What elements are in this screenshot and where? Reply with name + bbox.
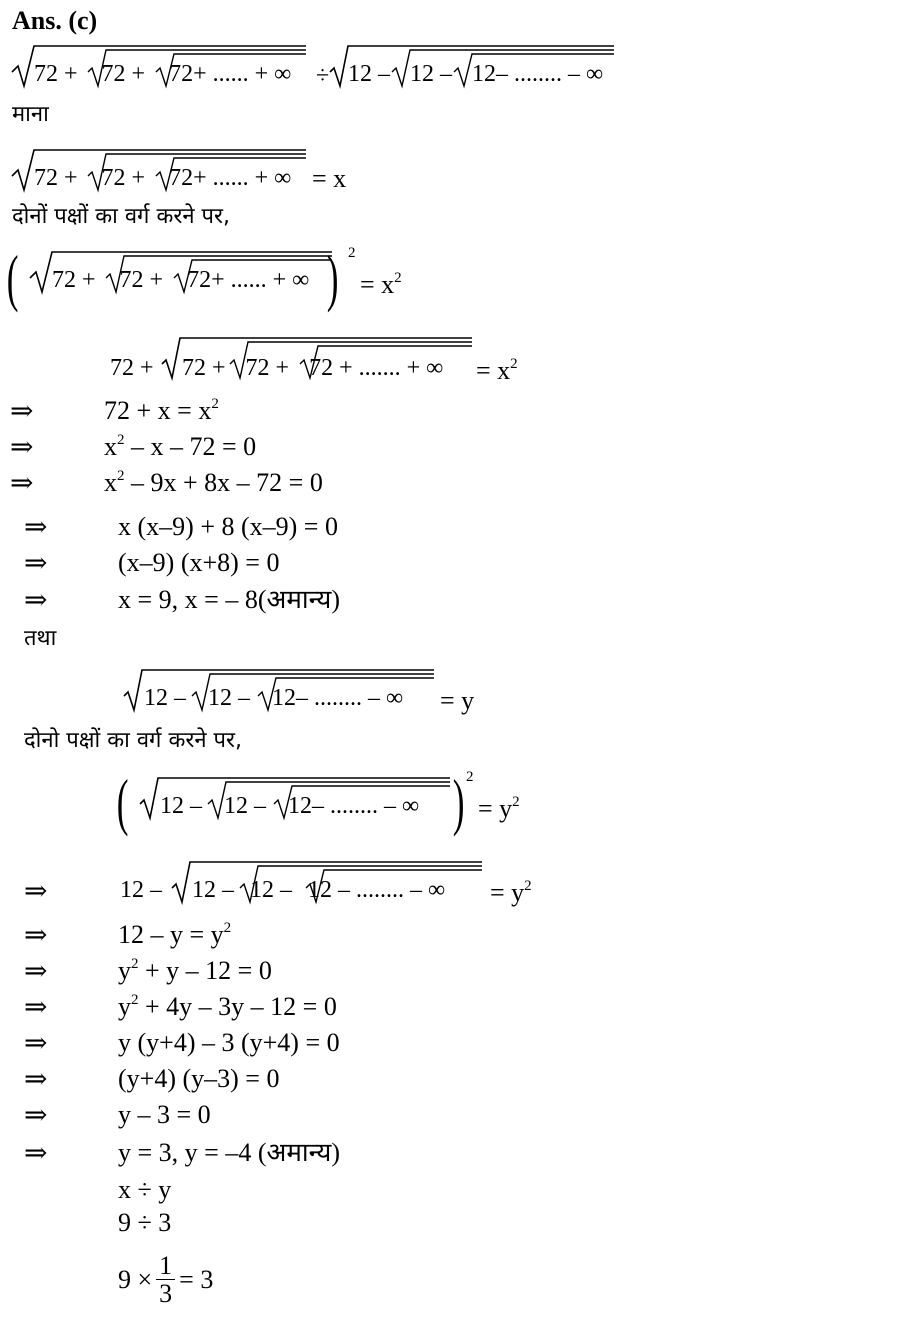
square-exp-1: 2 <box>348 245 356 261</box>
lead-72: 72 + <box>110 355 154 381</box>
x-step-5: (x–9) (x+8) = 0 <box>118 548 280 577</box>
right-paren-2: ) <box>452 766 465 837</box>
radical-12-expr-d: 12 – 12 – 12 – ........ – ∞ <box>192 877 446 903</box>
squaring-text-2: दोनो पक्षों का वर्ग करने पर, <box>24 728 243 753</box>
radical-12-expr-b: 12 – 12 – 12– ........ – ∞ <box>144 685 404 711</box>
implies-14: ⇒ <box>24 1138 48 1169</box>
fraction-one-third: $\frac{1}{3}$ <box>156 1252 175 1308</box>
x-step-2: $x^2 - x - 72 = 0$ <box>104 432 257 461</box>
left-paren-2: ( <box>116 766 129 837</box>
radical-72-expr: 72 + 72 + 72+ ...... + ∞ <box>34 165 292 191</box>
x-step-4: x (x–9) + 8 (x–9) = 0 <box>118 512 338 541</box>
equals-y2: = $y^2$ <box>478 794 520 823</box>
square-exp-2: 2 <box>466 769 474 785</box>
y-step-6: y – 3 = 0 <box>118 1100 211 1129</box>
equals-x2: = $x^2$ <box>360 270 402 299</box>
implies-3: ⇒ <box>10 468 34 499</box>
y-step-5: (y+4) (y–3) = 0 <box>118 1064 280 1093</box>
implies-5: ⇒ <box>24 548 48 579</box>
lead-12: 12 – <box>120 877 162 903</box>
equals-y2-b: = $y^2$ <box>490 878 532 907</box>
question-radical-b: 12 – 12 – 12– ........ – ∞ <box>348 61 604 87</box>
y-step-3: $y^2 + 4y - 3y - 12 = 0$ <box>118 992 337 1021</box>
x-step-6: x = 9, x = – 8(अमान्य) <box>118 585 341 614</box>
y-step-4: y (y+4) – 3 (y+4) = 0 <box>118 1028 340 1057</box>
left-paren: ( <box>6 242 19 313</box>
divide-sign: ÷ <box>316 63 330 89</box>
final-1: x ÷ y <box>118 1175 172 1204</box>
tatha-label: तथा <box>24 626 57 651</box>
final-2: 9 ÷ 3 <box>118 1208 172 1237</box>
let-label: माना <box>12 102 49 127</box>
y-step-7: y = 3, y = –4 (अमान्य) <box>118 1138 341 1167</box>
x-step-1: $72 + x = x^2$ <box>104 396 219 425</box>
equals-y: = y <box>440 686 475 715</box>
equals-x2-b: = $x^2$ <box>476 356 518 385</box>
final-3: 9 × $\frac{1}{3}$ = 3 <box>118 1251 214 1309</box>
x-step-3: $x^2 - 9x + 8x - 72 = 0$ <box>104 468 323 497</box>
implies-9: ⇒ <box>24 956 48 987</box>
radical-72-expr-d: 72 + 72 + 72 + ....... + ∞ <box>182 355 444 381</box>
implies-7: ⇒ <box>24 876 48 907</box>
y-step-2: $y^2 + y - 12 = 0$ <box>118 956 272 985</box>
implies-10: ⇒ <box>24 992 48 1023</box>
answer-label: Ans. (c) <box>12 6 98 35</box>
implies-6: ⇒ <box>24 585 48 616</box>
right-paren: ) <box>326 242 339 313</box>
radical-72-expr-c: 72 + 72 + 72+ ...... + ∞ <box>52 267 310 293</box>
implies-12: ⇒ <box>24 1064 48 1095</box>
radical-12-expr-c: 12 – 12 – 12– ........ – ∞ <box>160 793 420 819</box>
squaring-text-1: दोनों पक्षों का वर्ग करने पर, <box>12 204 231 229</box>
implies-2: ⇒ <box>10 432 34 463</box>
equals-x: = x <box>312 164 347 193</box>
implies-11: ⇒ <box>24 1028 48 1059</box>
implies-8: ⇒ <box>24 920 48 951</box>
implies-13: ⇒ <box>24 1100 48 1131</box>
question-radical-a: 72 + 72 + 72+ ...... + ∞ <box>34 61 292 87</box>
implies-4: ⇒ <box>24 512 48 543</box>
y-step-1: $12 - y = y^2$ <box>118 920 232 949</box>
implies-1: ⇒ <box>10 396 34 427</box>
